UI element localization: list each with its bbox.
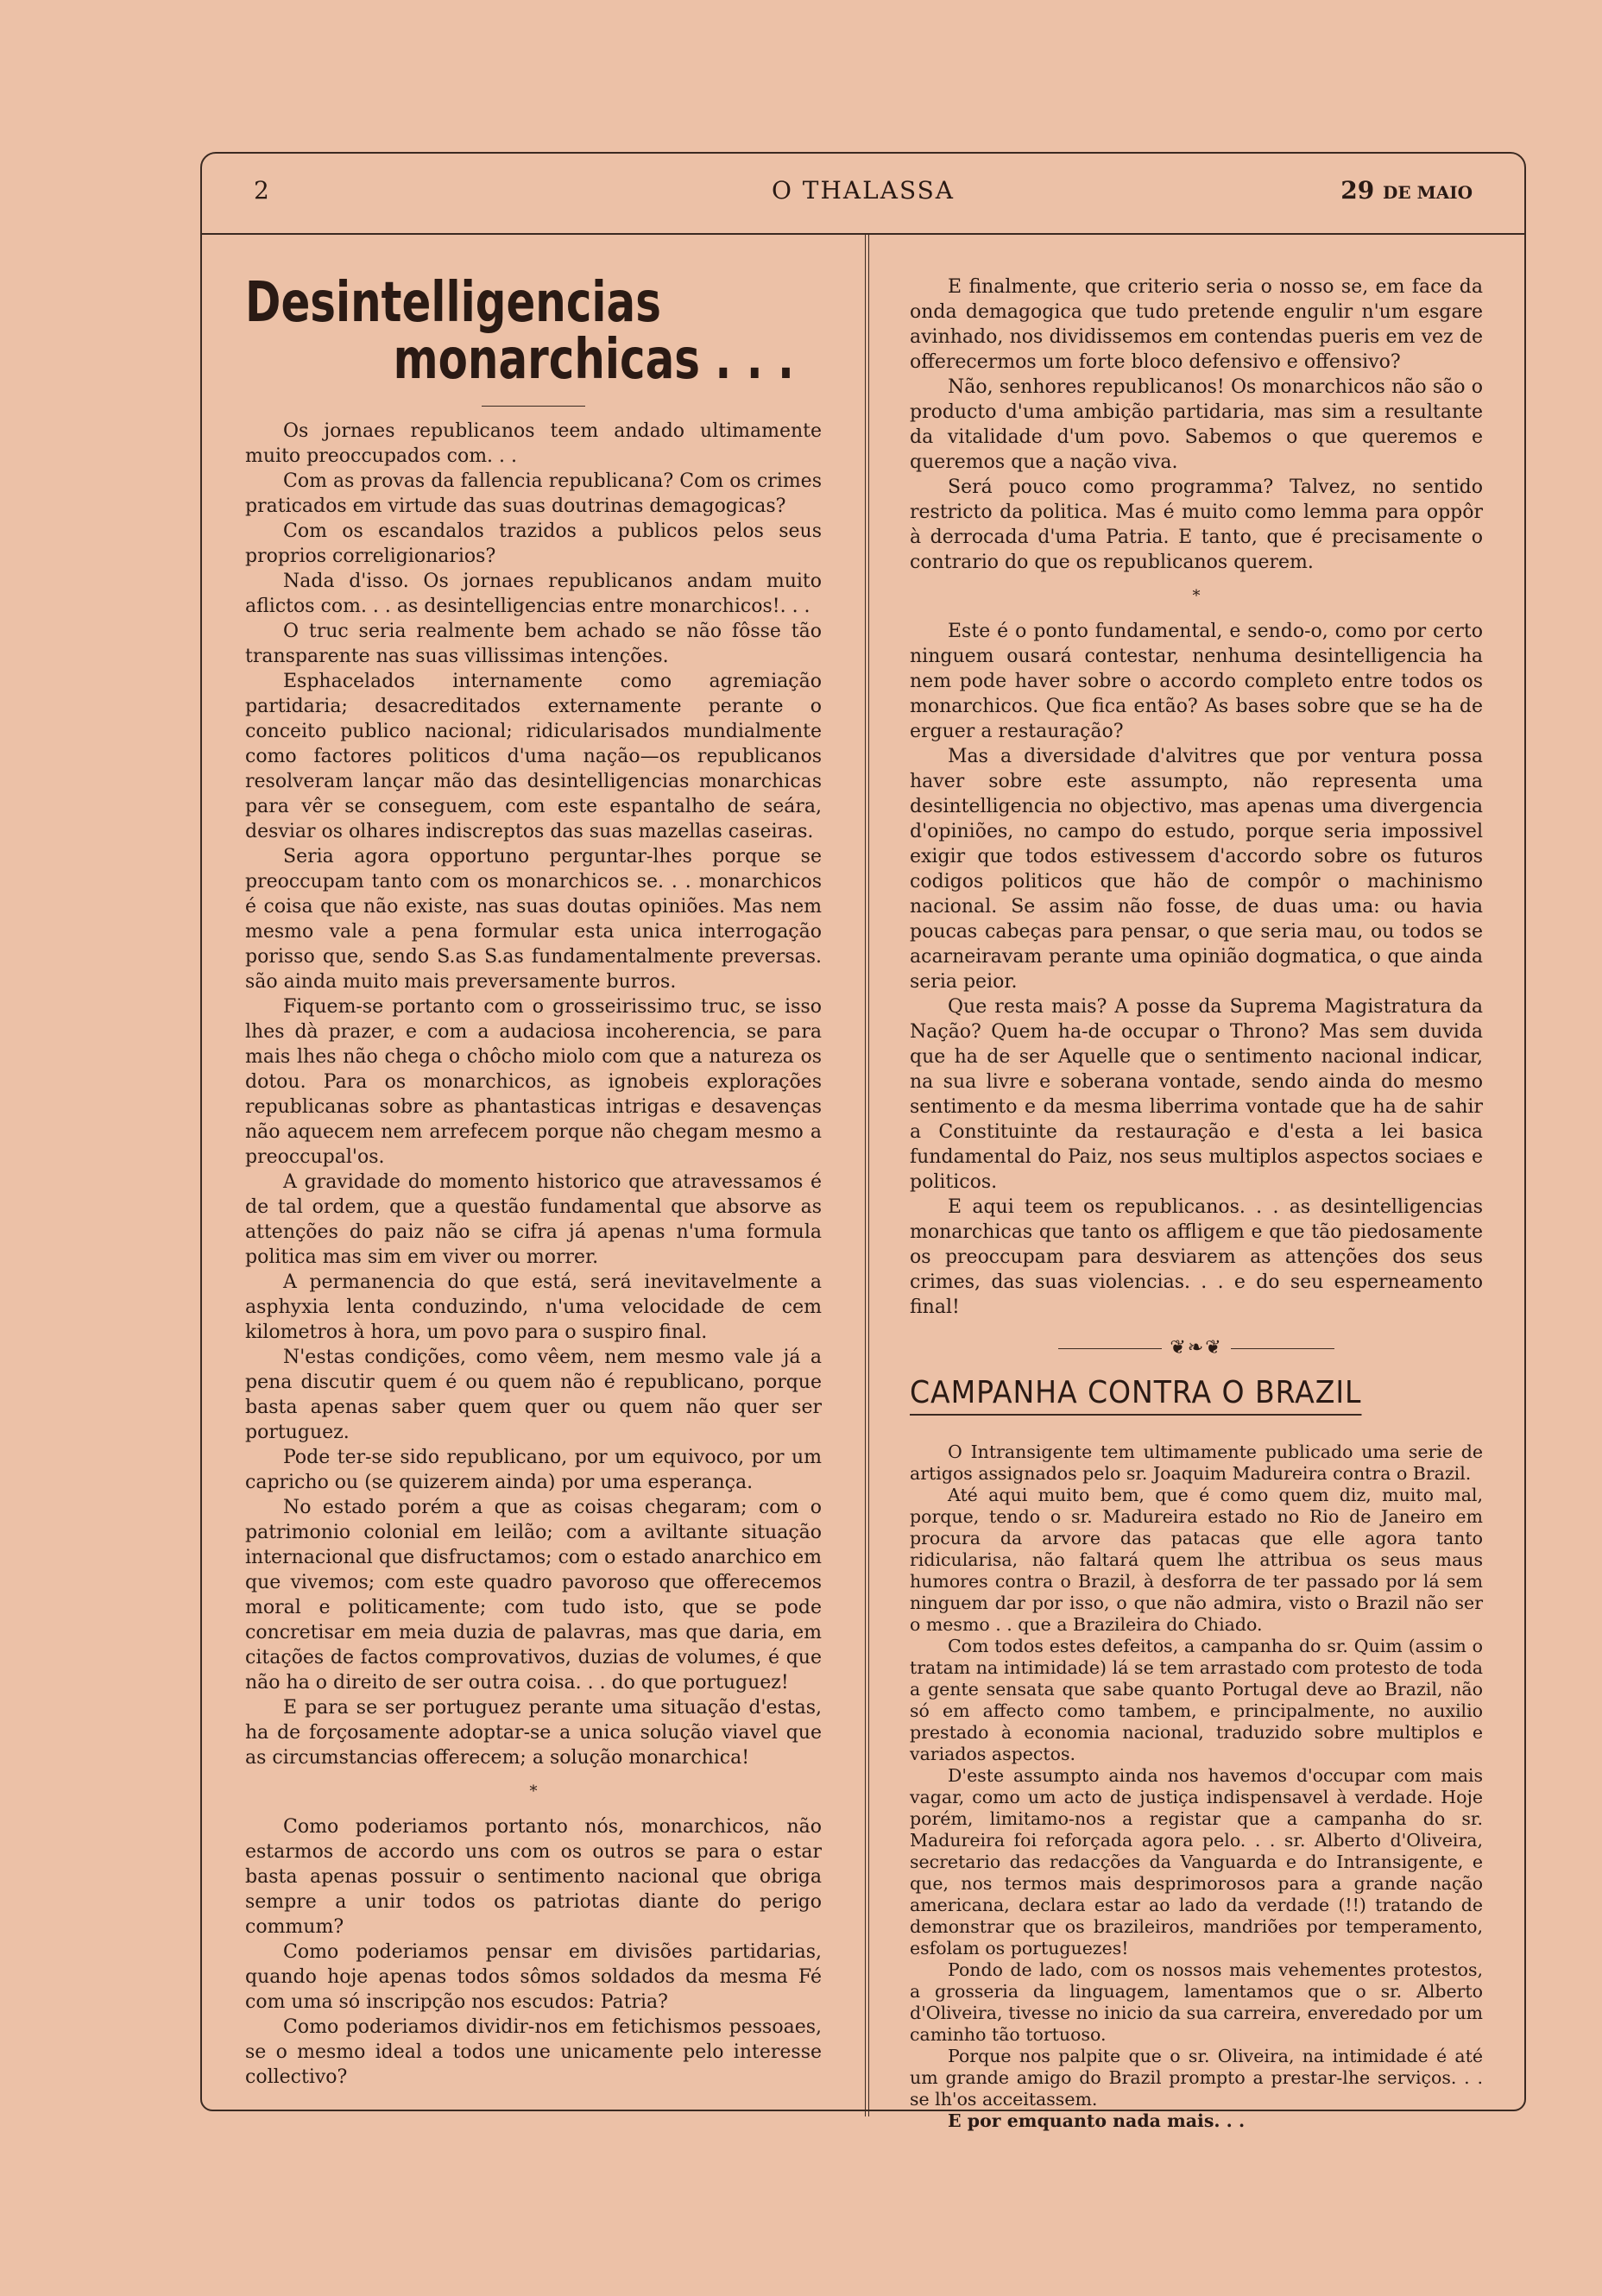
article-continuation-part2 <box>910 619 1483 1320</box>
campaign-paragraph: Porque nos palpite que o sr. Oliveira, na intimidade é até um grande amigo do Brazil prompto a prestar-lhe serviços. . . se lh'os acceitassem. <box>910 2046 1483 2110</box>
left-column <box>245 271 822 2090</box>
paragraph: E para se ser portuguez perante uma situação d'estas, ha de forçosamente adoptar-se a unica solução viavel que as circumstancias offerecem; a solução monarchica! <box>245 1697 822 1769</box>
section-star: * <box>529 1782 538 1801</box>
paragraph: Fiquem-se portanto com o grosseirissimo truc, se isso lhes dà prazer, e com a audaciosa incoherencia, se para mais lhes não chega o chôcho miolo com que a natureza os dotou. Para os monarchicos, as ignobeis explorações republicanas sobre as phantasticas intrigas e desavenças não aquecem nem arrefecem porque não chegam mesmo a preoccupal'os. <box>245 996 822 1168</box>
article-headline <box>245 271 824 392</box>
campaign-paragraph: Pondo de lado, com os nossos mais vehementes protestos, a grosseria da linguagem, lamentamos que o sr. Alberto d'Oliveira, tivesse no inicio da sua carreira, enveredado por um caminho tão tortuoso. <box>910 1959 1483 2045</box>
paragraph: Nada d'isso. Os jornaes republicanos andam muito aflictos com. . . as desintelligencias entre monarchicos!. . . <box>245 571 822 617</box>
paragraph: No estado porém a que as coisas chegaram; com o patrimonio colonial em leilão; com a aviltante situação internacional que disfructamos; com o estado anarchico em que vivemos; com este quadro pavoroso que offerecemos moral e politicamente; com tudo isto, que se pode concretisar em meia duzia de palavras, mas que daria, em citações de factos comprovativos, duzias de volumes, é que não ha o direito de ser outra coisa. . . do que portuguez! <box>245 1497 822 1694</box>
paragraph: A permanencia do que está, será inevitavelmente a asphyxia lenta conduzindo, n'uma velocidade de cem kilometros à hora, um povo para o suspiro final. <box>245 1271 822 1343</box>
ornament-divider <box>910 1335 1483 1360</box>
paragraph: N'estas condições, como vêem, nem mesmo vale já a pena discutir quem é ou quem não é republicano, porque basta apenas saber quem quer ou quem não quer ser portuguez. <box>245 1347 822 1443</box>
paragraph: Mas a diversidade d'alvitres que por ventura possa haver sobre este assumpto, não representa uma desintelligencia no objectivo, mas apenas uma divergencia d'opiniões, no campo do estudo, porque seria impossivel exigir que todos estivessem d'accordo sobre os futuros codigos politicos que hão de compôr o machinismo nacional. Se assim não fosse, de duas uma: ou havia poucas cabeças para pensar, o que seria mau, ou todos se acarneiravam perante uma opinião dogmatica, o que ainda seria peior. <box>910 746 1483 993</box>
paragraph: Será pouco como programma? Talvez, no sentido restricto da politica. Mas é muito como lemma para oppôr à derrocada d'uma Patria. E tanto, que é precisamente o contrario do que os republicanos querem. <box>910 476 1483 573</box>
paragraph: Com os escandalos trazidos a publicos pelos seus proprios correligionarios? <box>245 520 822 567</box>
campaign-body <box>910 1441 1483 2110</box>
paragraph: A gravidade do momento historico que atravessamos é de tal ordem, que a questão fundamental que absorve as attenções do paiz não se cifra já apenas n'uma formula politica mas sim em viver ou morrer. <box>245 1171 822 1268</box>
paragraph: Este é o ponto fundamental, e sendo-o, como por certo ninguem ousará contestar, nenhuma desintelligencia ha nem pode haver sobre o accordo completo entre todos os monarchicos. Que fica então? As bases sobre que se ha de erguer a restauração? <box>910 621 1483 742</box>
column-separator <box>865 235 869 2116</box>
paragraph: Esphacelados internamente como agremiação partidaria; desacreditados externamente perante o conceito publico nacional; ridicularisados mundialmente como factores politicos d'uma nação—os republicanos resolveram lançar mão das desintelligencias monarchicas para vêr se conseguem, com este espantalho de seára, desviar os olhares indiscreptos das suas mazellas caseiras. <box>245 671 822 842</box>
paragraph: Com as provas da fallencia republicana? Com os crimes praticados em virtude das suas doutrinas demagogicas? <box>245 470 822 517</box>
headline-line-1: Desintelligencias <box>245 271 661 335</box>
campaign-paragraph: Com todos estes defeitos, a campanha do sr. Quim (assim o tratam na intimidade) lá se tem arrastado com protesto de toda a gente sensata que sabe quanto Portugal deve ao Brazil, não só em affecto como tambem, e principalmente, no auxilio prestado à economia nacional, traduzido sobre multiplos e variados aspectos. <box>910 1636 1483 1764</box>
header-rule <box>200 233 1526 235</box>
date-day: 29 <box>1340 176 1375 205</box>
campaign-article <box>910 1441 1483 2132</box>
paragraph: Que resta mais? A posse da Suprema Magistratura da Nação? Quem ha-de occupar o Throno? Mas sem duvida que ha de ser Aquelle que o sentimento nacional indicar, na sua livre e soberana vontade, sendo ainda do mesmo sentimento e da mesma liberrima vontade que ha de sahir a Constituinte da restauração e d'esta a lei basica fundamental do Paiz, nos seus multiplos aspectos sociaes e politicos. <box>910 996 1483 1193</box>
article-body-part1 <box>245 419 822 1770</box>
paragraph: Seria agora opportuno perguntar-lhes porque se preoccupam tanto com os monarchicos se. . . monarchicos é coisa que não existe, nas suas doutas opiniões. Mas nem mesmo vale a pena formular esta unica interrogação porisso que, sendo S.as S.as fundamentalmente preversas. são ainda muito mais preversamente burros. <box>245 846 822 993</box>
page-header <box>200 169 1526 221</box>
paragraph: Não, senhores republicanos! Os monarchicos não são o producto d'uma ambição partidaria, mas sim a resultante da vitalidade d'um povo. Sabemos o que queremos e queremos que a nação viva. <box>910 376 1483 473</box>
paragraph: E finalmente, que criterio seria o nosso se, em face da onda demagogica que tudo pretende engulir n'um esgare avinhado, nos dividissemos em contendas pueris em vez de offerecermos um forte bloco defensivo e offensivo? <box>910 276 1483 373</box>
headline-rule <box>482 406 585 407</box>
right-column <box>910 274 1483 2132</box>
article-continuation-part1 <box>910 274 1483 575</box>
section-star-right: * <box>1192 587 1201 605</box>
campaign-paragraph: D'este assumpto ainda nos havemos d'occupar com mais vagar, como um acto de justiça indispensavel à verdade. Hoje porém, limitamo-nos a registar que a campanha do sr. Madureira foi reforçada agora pelo. . . sr. Alberto d'Oliveira, secretario das redacções da Vanguarda e do Intransigente, e que, nos termos mais desprimorosos para a grande nação americana, declara estar ao lado da verdade (!!) tratando de demonstrar que os brazileiros, mandriões por temperamento, esfolam os portuguezes! <box>910 1765 1483 1959</box>
paragraph: O truc seria realmente bem achado se não fôsse tão transparente nas suas villissimas intenções. <box>245 621 822 667</box>
paragraph: Pode ter-se sido republicano, por um equivoco, por um capricho ou (se quizerem ainda) por uma esperança. <box>245 1447 822 1493</box>
page-number: 2 <box>254 176 269 205</box>
paragraph: Como poderiamos dividir-nos em fetichismos pessoaes, se o mesmo ideal a todos une unicamente pelo interesse collectivo? <box>245 2016 822 2088</box>
headline-line-2: monarchicas . . . <box>393 328 795 392</box>
campaign-paragraph: Até aqui muito bem, que é como quem diz, muito mal, porque, tendo o sr. Madureira estado no Rio de Janeiro em procura da arvore das patacas que elle agora tanto ridicularisa, não faltará quem lhe attribua os seus maus humores contra o Brazil, à desforra de ter passado por lá sem ninguem dar por isso, o que não admira, visto o Brazil não ser o mesmo . . que a Brazileira do Chiado. <box>910 1485 1483 1635</box>
ornament-glyph: ❦❧❦ <box>1170 1337 1223 1359</box>
date-month: DE MAIO <box>1383 182 1473 203</box>
campaign-section-title: CAMPANHA CONTRA O BRAZIL <box>910 1374 1361 1416</box>
newspaper-title: O THALASSA <box>771 176 956 205</box>
paragraph: Como poderiamos pensar em divisões partidarias, quando hoje apenas todos sômos soldados da mesma Fé com uma só inscripção nos escudos: Patria? <box>245 1941 822 2013</box>
campaign-paragraph: O Intransigente tem ultimamente publicado uma serie de artigos assignados pelo sr. Joaquim Madureira contra o Brazil. <box>910 1441 1483 1484</box>
campaign-closing: E por emquanto nada mais. . . <box>948 2110 1246 2131</box>
article-body-part2 <box>245 1814 822 2090</box>
paragraph: Como poderiamos portanto nós, monarchicos, não estarmos de accordo uns com os outros se para o estar basta apenas possuir o sentimento nacional que obriga sempre a unir todos os patriotas diante do perigo commum? <box>245 1816 822 1938</box>
paragraph: Os jornaes republicanos teem andado ultimamente muito preoccupados com. . . <box>245 420 822 467</box>
issue-date <box>1340 176 1473 205</box>
paragraph: E aqui teem os republicanos. . . as desintelligencias monarchicas que tanto os affligem e que tão piedosamente os preoccupam para desviarem as attenções dos seus crimes, das suas violencias. . . e do seu esperneamento final! <box>910 1196 1483 1318</box>
